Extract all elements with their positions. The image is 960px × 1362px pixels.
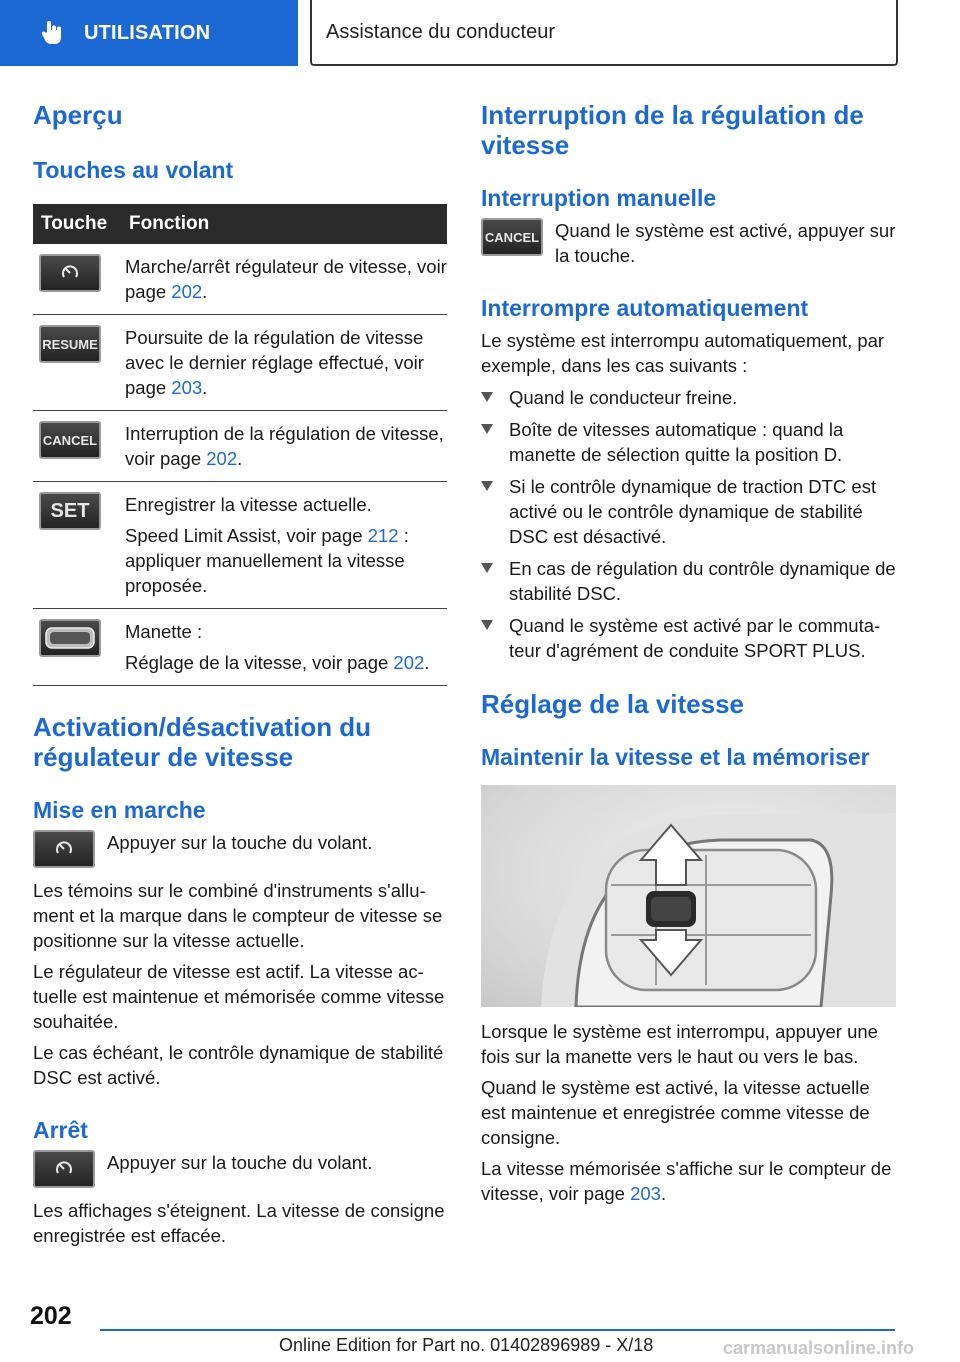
column-header-key: Touche — [33, 204, 125, 244]
table-header-row — [33, 204, 447, 244]
footer-divider — [100, 1329, 895, 1331]
paragraph: Quand le système est activé, la vitesse actuelle est maintenue et enregistrée comme vitesse de consigne. — [481, 1077, 870, 1148]
page-link[interactable]: 203 — [630, 1183, 661, 1204]
list-item: Quand le conducteur freine. — [481, 385, 896, 410]
rocker-switch-icon — [39, 619, 101, 657]
paragraph: La vitesse mémorisée s'affiche sur le compteur de vitesse, voir page 203. — [481, 1158, 892, 1204]
list-item: En cas de régulation du contrôle dynamique de stabilité DSC. — [481, 556, 896, 606]
set-button-icon: SET — [39, 492, 101, 530]
list-item: Si le contrôle dynamique de traction DTC est activé ou le contrôle dynamique de stabilité DSC est désactivé. — [481, 474, 896, 549]
paragraph: Les témoins sur le combiné d'instruments s'allument et la marque dans le compteur de vitesse se positionne sur la vitesse actuelle. — [33, 880, 443, 951]
triangle-bullet-icon — [481, 620, 493, 630]
triangle-bullet-icon — [481, 392, 493, 402]
page-link[interactable]: 202 — [393, 652, 425, 673]
table-row — [33, 315, 447, 411]
interruption-title: Interruption de la régulation de vitesse — [481, 100, 864, 160]
cruise-onoff-button-icon — [33, 1150, 95, 1188]
tab-section[interactable] — [310, 0, 898, 66]
cancel-button-icon: CANCEL — [481, 218, 543, 256]
paragraph: Le système est interrompu automatiquement, par exemple, dans les cas suivants : — [481, 330, 885, 376]
edition-text: Online Edition for Part no. 01402896989 - X/18 — [279, 1335, 654, 1355]
paragraph: Lorsque le système est interrompu, appuyer une fois sur la manette vers le haut ou vers le bas. — [481, 1021, 878, 1067]
auto-interruption-list — [481, 385, 896, 663]
table-row — [33, 244, 447, 315]
paragraph: Le régulateur de vitesse est actif. La vitesse actuelle est maintenue et mémorisée comme vitesse souhaitée. — [33, 961, 445, 1032]
row-text-2: Speed Limit Assist, voir page 212 : appliquer manuellement la vitesse proposée. — [125, 525, 409, 596]
mise-en-marche-instruction — [33, 830, 447, 868]
lever-icon — [44, 625, 96, 651]
keys-table — [33, 204, 447, 686]
cruise-onoff-button-icon — [39, 254, 101, 292]
table-row — [33, 411, 447, 482]
instruction-text: Appuyer sur la touche du volant. — [107, 832, 373, 853]
triangle-bullet-icon — [481, 481, 493, 491]
page-link[interactable]: 203 — [171, 377, 203, 398]
activation-title: Activation/désactivation du régulateur de vitesse — [33, 712, 372, 772]
row-text: Manette : — [125, 621, 203, 642]
steering-keys-title: Touches au volant — [33, 157, 234, 183]
steering-wheel-illustration — [481, 785, 896, 1007]
resume-button-icon: RESUME — [39, 325, 101, 363]
triangle-bullet-icon — [481, 563, 493, 573]
header-bar — [0, 0, 960, 66]
steering-wheel-controls-image — [481, 785, 896, 1007]
row-text: Interruption de la régulation de vitesse, voir page 202. — [125, 423, 444, 469]
triangle-bullet-icon — [481, 424, 493, 434]
tab-utilisation[interactable] — [0, 0, 298, 66]
row-text: Poursuite de la régulation de vitesse avec le dernier réglage effectué, voir page 203. — [125, 327, 424, 398]
column-header-function: Fonction — [125, 204, 447, 244]
speedometer-icon — [53, 1158, 75, 1180]
watermark: carmanualsonline.info — [723, 1338, 915, 1358]
table-row — [33, 609, 447, 686]
arret-instruction — [33, 1150, 447, 1188]
manual-interruption-title: Interruption manuelle — [481, 185, 717, 211]
right-column — [481, 100, 896, 1206]
page-number: 202 — [30, 1302, 72, 1330]
row-text-2: Réglage de la vitesse, voir page 202. — [125, 652, 430, 673]
tab-utilisation-label: UTILISATION — [84, 21, 211, 44]
paragraph: Le cas échéant, le contrôle dynamique de stabilité DSC est activé. — [33, 1042, 444, 1088]
left-column — [33, 100, 447, 1248]
list-item: Boîte de vitesses automatique : quand la manette de sélection quitte la position D. — [481, 417, 896, 467]
arret-title: Arrêt — [33, 1117, 88, 1143]
paragraph: Les affichages s'éteignent. La vitesse de consigne enregistrée est effacée. — [33, 1200, 445, 1246]
manual-interruption-instruction — [481, 218, 896, 268]
overview-title: Aperçu — [33, 100, 123, 130]
maintain-speed-title: Maintenir la vitesse et la mémoriser — [481, 744, 870, 770]
page-link[interactable]: 202 — [206, 448, 238, 469]
cancel-button-icon: CANCEL — [39, 421, 101, 459]
speedometer-icon — [59, 262, 81, 284]
hand-pointer-icon — [38, 18, 68, 48]
instruction-text: Appuyer sur la touche du volant. — [107, 1152, 373, 1173]
auto-interruption-title: Interrompre automatiquement — [481, 295, 809, 321]
list-item: Quand le système est activé par le commutateur d'agrément de conduite SPORT PLUS. — [481, 613, 896, 663]
speed-setting-title: Réglage de la vitesse — [481, 689, 745, 719]
section-label: Assistance du conducteur — [326, 20, 556, 43]
row-text: Marche/arrêt régulateur de vitesse, voir page 202. — [125, 256, 447, 302]
speedometer-icon — [53, 838, 75, 860]
row-text: Enregistrer la vitesse actuelle. — [125, 494, 372, 515]
page-link[interactable]: 212 — [367, 525, 399, 546]
page-link[interactable]: 202 — [171, 281, 203, 302]
instruction-text: Quand le système est activé, appuyer sur la touche. — [555, 220, 896, 266]
mise-en-marche-title: Mise en marche — [33, 797, 206, 823]
cruise-onoff-button-icon — [33, 830, 95, 868]
table-row — [33, 482, 447, 609]
